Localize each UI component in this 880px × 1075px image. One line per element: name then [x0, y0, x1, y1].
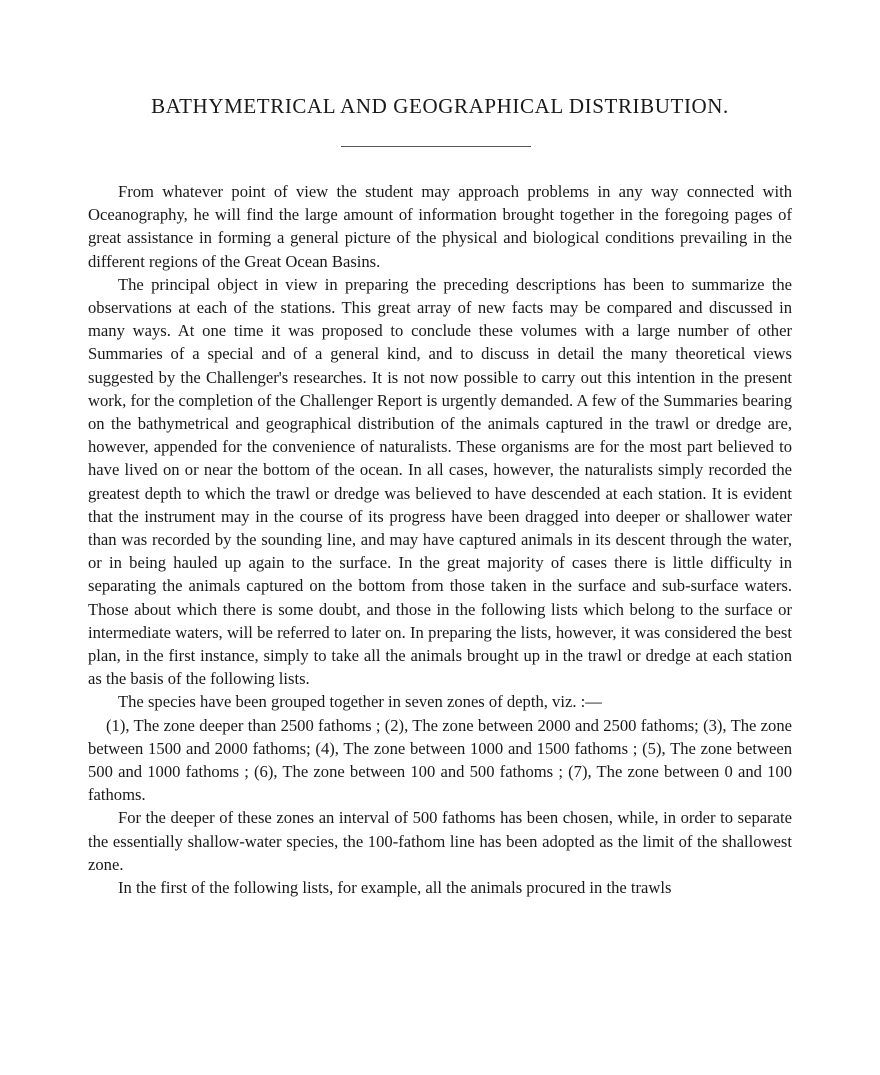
paragraph: From whatever point of view the student may approach problems in any way connected with Oceanography, he will find the large amount of information brought together in the foregoing pages of great assistance in forming a general picture of the physical and biological conditions prevailing in the different regions of the Great Ocean Basins.	[88, 182, 792, 271]
paragraph: The species have been grouped together in seven zones of depth, viz. :—	[118, 692, 602, 712]
paragraph: The principal object in view in preparing the preceding descriptions has been to summarize the observations at each of the stations. This great array of new facts may be compared and discussed in many ways. At one time it was proposed to conclude these volumes with a large number of other Summaries of a special and of a general kind, and to discuss in detail the many theoretical views suggested by the Challenger's researches. It is not now possible to carry out this intention in the present work, for the completion of the Challenger Report is urgently demanded. A few of the Summaries bearing on the bathymetrical and geographical distribution of the animals captured in the trawl or dredge are, however, appended for the convenience of naturalists. These organisms are for the most part believed to have lived on or near the bottom of the ocean. In all cases, however, the naturalists simply recorded the greatest depth to which the trawl or dredge was believed to have descended at each station. It is evident that the instrument may in the course of its progress have been dragged into deeper or shallower water than was recorded by the sounding line, and may have captured animals in its descent through the water, or in being hauled up again to the surface. In the great majority of cases there is little difficulty in separating the animals captured on the bottom from those taken in the surface and sub-surface waters. Those about which there is some doubt, and those in the following lists which belong to the surface or intermediate waters, will be referred to later on. In preparing the lists, however, it was considered the best plan, in the first instance, simply to take all the animals brought up in the trawl or dredge at each station as the basis of the following lists.	[88, 274, 792, 689]
paragraph: For the deeper of these zones an interval of 500 fathoms has been chosen, while, in order to separate the essentially shallow-water species, the 100-fathom line has been adopted as the limit of the shallowest zone.	[88, 808, 792, 874]
zones-paragraph: (1), The zone deeper than 2500 fathoms ; (2), The zone between 2000 and 2500 fathoms; (3), The zone between 1500 and 2000 fathoms; (4), The zone between 1000 and 1500 fathoms ; (5), The zone between 500 and 1000 fathoms ; (6), The zone between 100 and 500 fathoms ; (7), The zone between 0 and 100 fathoms.	[88, 715, 792, 805]
page-title: BATHYMETRICAL AND GEOGRAPHICAL DISTRIBUTION.	[151, 94, 729, 119]
title-divider	[341, 146, 531, 147]
paragraph: In the first of the following lists, for example, all the animals procured in the trawls	[118, 878, 672, 898]
body-text	[88, 180, 792, 899]
